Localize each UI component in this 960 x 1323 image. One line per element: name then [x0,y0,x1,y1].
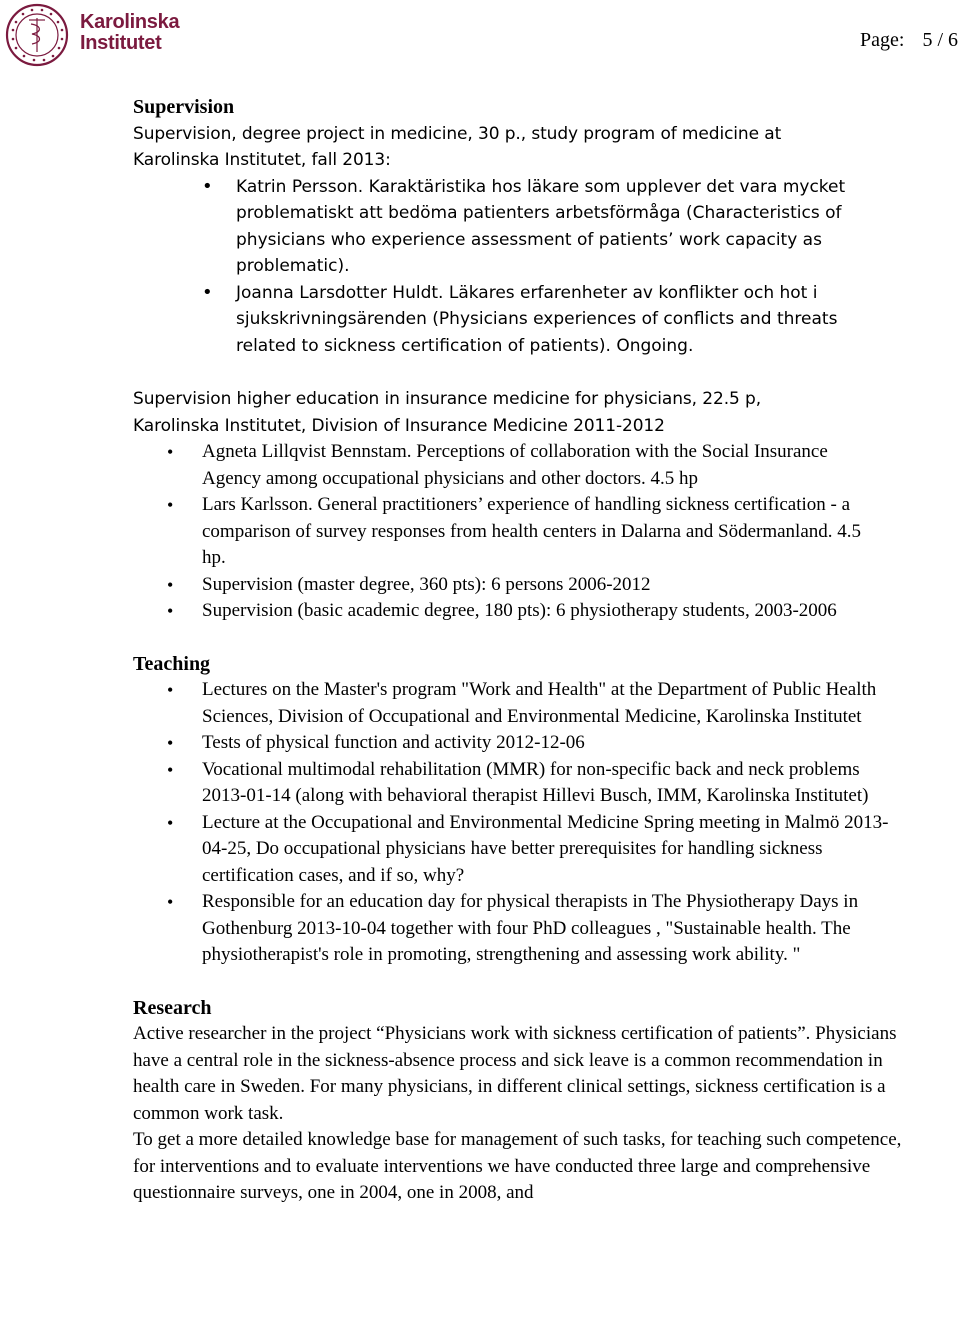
list-item-text: Agneta Lillqvist Bennstam. Perceptions of collaboration with the Social Insurance Agency among occupational physicians and other doctors. 4.5 hp [202,441,828,489]
list-item-text: Joanna Larsdotter Huldt. Läkares erfarenheter av konflikter och hot i sjukskrivningsärenden (Physicians experiences of conflicts and threats related to sickness certification of patients). Ongoing. [236,282,838,356]
document-body [133,94,933,1207]
section-heading-research: Research [133,996,212,1019]
ki-logo [4,2,180,68]
bullet-icon: • [202,175,213,197]
bullet-icon: • [167,812,174,833]
section-heading-supervision: Supervision [133,96,235,118]
bullet-icon: • [202,281,213,303]
list-item [133,810,903,890]
logo-wordmark [80,12,179,54]
list-item [133,757,903,810]
list-item [133,492,863,572]
teaching-list [133,677,903,969]
list-item-text: Supervision (basic academic degree, 180 pts): 6 physiotherapy students, 2003-2006 [202,600,837,621]
list-item-text: Katrin Persson. Karaktäristika hos läkare som upplever det vara mycket problematiskt att bedöma patienters arbetsförmåga (Characteristics of physicians who experience assessment of patients’ work capacity as problematic). [236,176,846,276]
logo-line-1: Karolinska [80,11,180,33]
bullet-icon: • [167,892,174,912]
list-item [133,730,903,757]
ki-seal-icon [4,2,70,68]
supervision-intro: Supervision, degree project in medicine, 30 p., study program of medicine at Karolinska Institutet, fall 2013: [133,123,782,170]
higher-ed-list [133,439,863,625]
supervision-list [133,174,893,360]
list-item [133,572,863,599]
list-item [133,439,863,492]
list-item [133,889,903,969]
higher-ed-line-2: Karolinska Institutet, Division of Insurance Medicine 2011-2012 [133,415,665,436]
list-item-text: Supervision (master degree, 360 pts): 6 persons 2006-2012 [202,573,651,595]
bullet-icon: • [167,733,174,753]
bullet-icon: • [167,601,174,621]
list-item [133,677,903,730]
list-item [133,280,893,360]
list-item-text: Vocational multimodal rehabilitation (MMR) for non-specific back and neck problems 2013-01-14 (along with behavioral therapist Hillevi Busch, IMM, Karolinska Institutet) [202,758,869,806]
page-value: 5 / 6 [922,29,958,51]
section-heading-teaching: Teaching [133,652,211,675]
bullet-icon: • [167,759,174,780]
research-paragraph-1: Active researcher in the project “Physicians work with sickness certification of patients”. Physicians have a central role in the sickness-absence process and sick leave is a common recommendation in health care in Sweden. For many physicians, in different clinical settings, sickness certification is a common work task. [133,1023,897,1124]
higher-ed-line-1: Supervision higher education in insurance medicine for physicians, 22.5 p, [133,389,762,409]
bullet-icon: • [167,574,174,595]
list-item-text: Lectures on the Master's program "Work and Health" at the Department of Public Health Sciences, Division of Occupational and Environmental Medicine, Karolinska Institutet [202,679,877,727]
list-item-text: Tests of physical function and activity 2012-12-06 [202,732,585,753]
research-paragraph-2: To get a more detailed knowledge base for management of such tasks, for teaching such competence, for interventions and to evaluate interventions we have conducted three large and comprehensive questionnaire surveys, one in 2004, one in 2008, and [133,1129,902,1203]
bullet-icon: • [167,495,174,515]
list-item-text: Lecture at the Occupational and Environmental Medicine Spring meeting in Malmö 2013-04-25, Do occupational physicians have better prerequisites for handling sickness certification cases, and if so, why? [202,811,889,886]
list-item-text: Lars Karlsson. General practitioners’ experience of handling sickness certification - a comparison of survey responses from health centers in Dalarna and Södermanland. 4.5 hp. [202,494,861,568]
bullet-icon: • [167,442,174,462]
logo-line-2: Institutet [80,32,162,54]
list-item-text: Responsible for an education day for physical therapists in The Physiotherapy Days in Gothenburg 2013-10-04 together with four PhD colleagues , "Sustainable health. The physiotherapist's role in promoting, strengthening and assessing work ability. " [202,891,859,965]
page-label: Page: [860,29,905,51]
page-indicator [860,29,958,52]
bullet-icon: • [167,680,174,700]
list-item [133,174,893,280]
list-item [133,598,863,625]
